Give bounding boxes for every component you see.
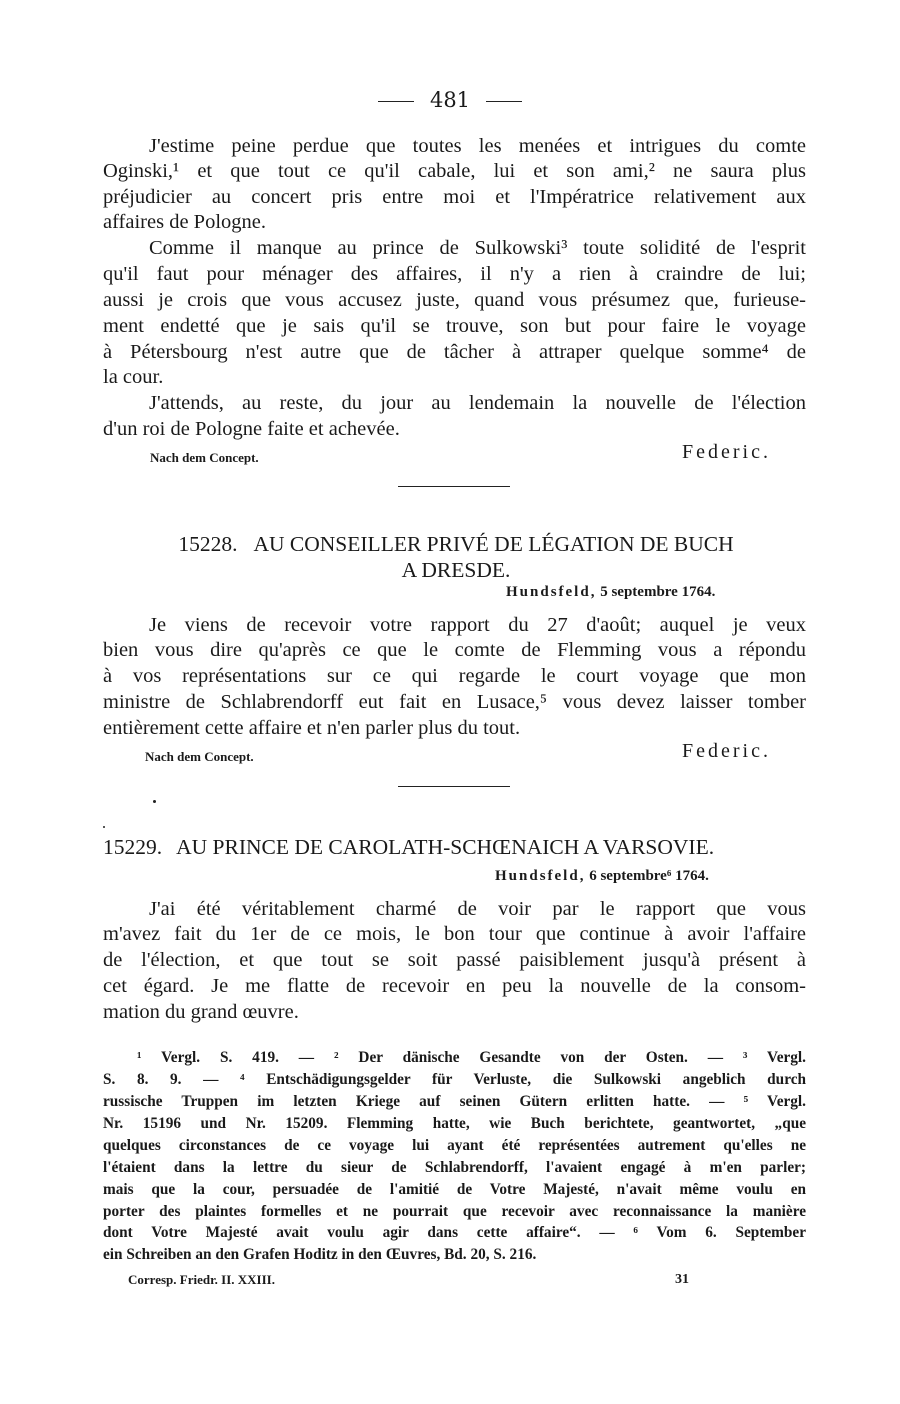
footnote-line: porter des plaintes formelles et ne pourrait que recevoir avec reconnaissance la manière (103, 1203, 806, 1220)
footer-signature-mark: 31 (675, 1272, 689, 1287)
text-line: ministre de Schlabrendorff eut fait en Lusace,⁵ vous devez laisser tomber (103, 691, 806, 713)
place-date (506, 584, 715, 601)
signature: Federic. (682, 740, 771, 762)
text-line: bien vous dire qu'après ce que le comte de Flemming vous a répondu (103, 639, 806, 661)
footnote-line: Nr. 15196 und Nr. 15209. Flemming hatte, wie Buch berichtete, geantwortet, „que (103, 1115, 806, 1132)
text-line: à vos représentations sur ce qui regarde le court voyage que mon (103, 665, 806, 687)
dash-left (378, 101, 414, 102)
letter-heading (127, 531, 785, 557)
text-line: mation du grand œuvre. (103, 1001, 299, 1023)
text-line: m'avez fait du 1er de ce mois, le bon tour que continue à avoir l'affaire (103, 923, 806, 945)
text-line: Je viens de recevoir votre rapport du 27 d'août; auquel je veux (149, 614, 806, 636)
footnote-line: S. 8. 9. — ⁴ Entschädigungsgelder für Verluste, die Sulkowski angeblich durch (103, 1071, 806, 1088)
place: Hundsfeld, (506, 584, 597, 600)
page-number: 481 (429, 88, 471, 112)
dash-right (486, 101, 522, 102)
text-line: Comme il manque au prince de Sulkowski³ toute solidité de l'esprit (149, 237, 806, 259)
source-note: Nach dem Concept. (145, 749, 254, 764)
footnote-line: dont Votre Majesté avait voulu agir dans cette affaire“. — ⁶ Vom 6. September (103, 1224, 806, 1241)
ink-speck (103, 826, 105, 828)
place: Hundsfeld, (495, 868, 586, 884)
page-number-row (0, 88, 900, 112)
text-line: cet égard. Je me flatte de recevoir en peu la nouvelle de la consom- (103, 975, 806, 997)
text-line: entièrement cette affaire et n'en parler plus du tout. (103, 717, 521, 739)
text-line: d'un roi de Pologne faite et achevée. (103, 418, 400, 440)
section-divider (398, 486, 510, 487)
footnote-line: quelques circonstances de ce voyage lui ayant été représentées autrement qu'elles ne (103, 1137, 806, 1154)
text-line: à Pétersbourg n'est autre que de tâcher à attraper quelque somme⁴ de (103, 341, 806, 363)
text-line: affaires de Pologne. (103, 211, 266, 233)
letter-number: 15229. (103, 835, 163, 859)
footnote-line: l'étaient dans la lettre du sieur de Schlabrendorff, l'avaient engagé à m'en parler; (103, 1159, 806, 1176)
ink-speck (153, 800, 156, 803)
letter-number: 15228. (178, 532, 238, 556)
footnote-line: ein Schreiben an den Grafen Hoditz in den Œuvres, Bd. 20, S. 216. (103, 1246, 537, 1263)
footnote-line: ¹ Vergl. S. 419. — ² Der dänische Gesandte von der Osten. — ³ Vergl. (137, 1049, 806, 1066)
text-line: aussi je crois que vous accusez juste, quand vous présumez que, furieuse- (103, 289, 806, 311)
text-line: J'attends, au reste, du jour au lendemain la nouvelle de l'élection (149, 392, 806, 414)
text-line: qu'il faut pour ménager des affaires, il n'y a rien à craindre de lui; (103, 263, 806, 285)
text-line: J'ai été véritablement charmé de voir par le rapport que vous (149, 898, 806, 920)
text-line: ment endetté que je sais qu'il se trouve, son but pour faire le voyage (103, 315, 806, 337)
text-line: Oginski,¹ et que tout ce qu'il cabale, lui et son ami,² ne saura plus (103, 160, 806, 182)
text-line: la cour. (103, 366, 164, 388)
text-line: de l'élection, et que tout se soit passé paisiblement jusqu'à présent à (103, 949, 806, 971)
letter-addressee-line2: A DRESDE. (401, 558, 511, 582)
letter-addressee: AU PRINCE DE CAROLATH-SCHŒNAICH A VARSOVIE. (176, 835, 715, 859)
footer-series: Corresp. Friedr. II. XXIII. (128, 1272, 275, 1287)
letter-heading (103, 834, 714, 860)
source-note: Nach dem Concept. (150, 450, 259, 465)
date: 5 septembre 1764. (600, 584, 716, 600)
footnote-line: russische Truppen im letzten Kriege auf seinen Gütern erlitten hatte. — ⁵ Vergl. (103, 1093, 806, 1110)
text-line: J'estime peine perdue que toutes les menées et intrigues du comte (149, 135, 806, 157)
letter-addressee: AU CONSEILLER PRIVÉ DE LÉGATION DE BUCH (253, 532, 734, 556)
footnote-line: mais que la cour, persuadée de l'amitié de Votre Majesté, n'avait même voulu en (103, 1181, 806, 1198)
place-date (495, 868, 709, 885)
date: 6 septembre⁶ 1764. (589, 868, 709, 884)
section-divider (398, 786, 510, 787)
text-line: préjudicier au concert pris entre moi et l'Impératrice relativement aux (103, 186, 806, 208)
signature: Federic. (682, 441, 771, 463)
